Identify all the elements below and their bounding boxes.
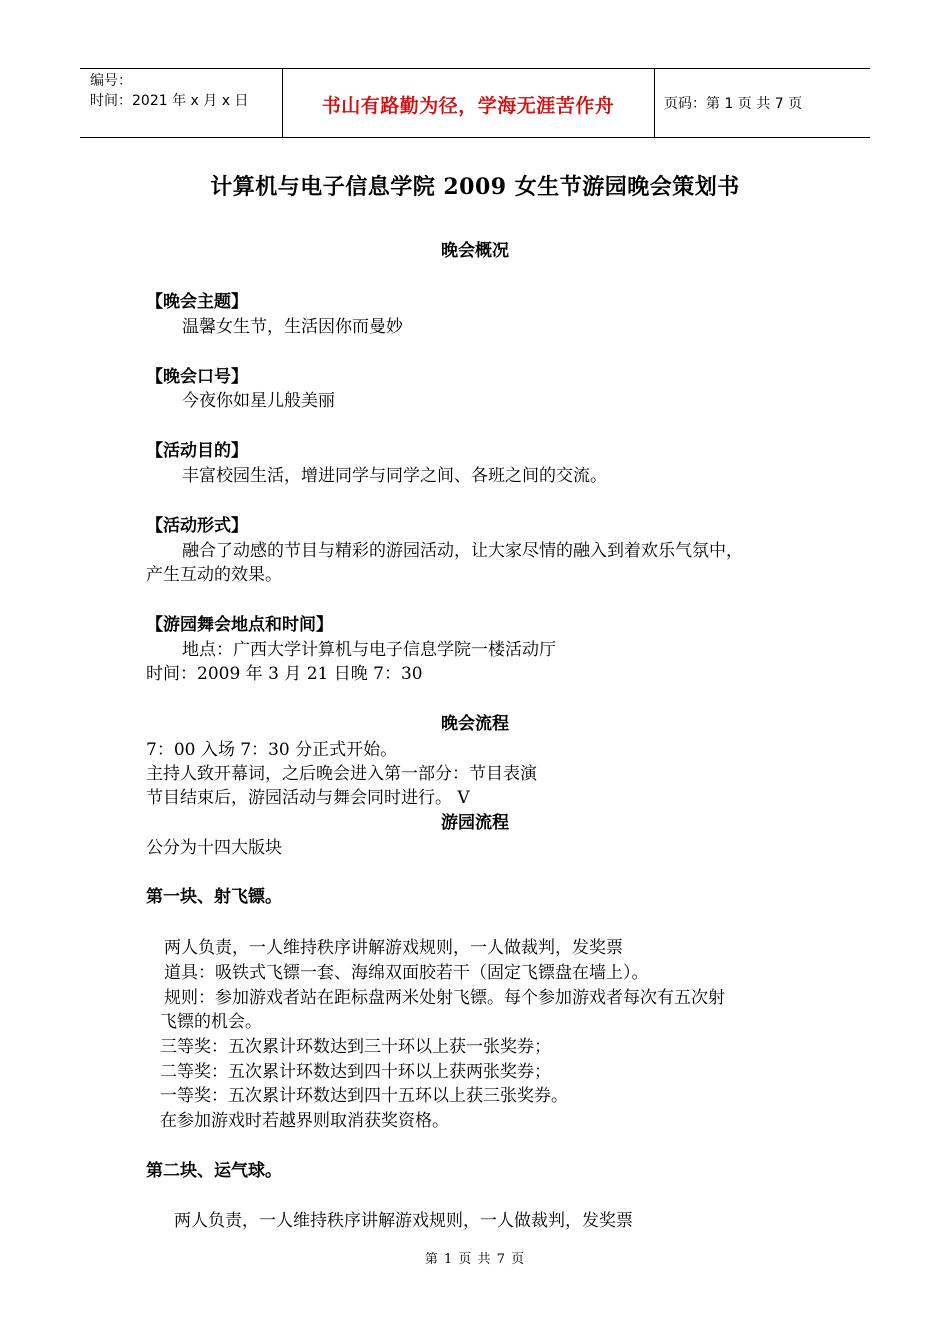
venue-label: 【游园舞会地点和时间】 [146, 615, 333, 635]
form-text: 融合了动感的节目与精彩的游园活动，让大家尽情的融入到着欢乐气氛中， [182, 541, 743, 561]
slogan-text: 今夜你如星儿般美丽 [182, 391, 335, 411]
block2-title: 第二块、运气球。 [146, 1161, 282, 1181]
purpose-text: 丰富校园生活，增进同学与同学之间、各班之间的交流。 [182, 466, 607, 486]
section-heading-flow: 晚会流程 [441, 714, 509, 734]
form-label: 【活动形式】 [146, 516, 248, 536]
block1-line: 规则：参加游戏者站在距标盘两米处射飞镖。每个参加游戏者每次有五次射 [164, 988, 725, 1008]
block1-line: 一等奖：五次累计环数达到四十五环以上获三张奖券。 [160, 1086, 568, 1106]
block1-line: 三等奖：五次累计环数达到三十环以上获一张奖券； [160, 1037, 551, 1057]
theme-text: 温馨女生节，生活因你而曼妙 [182, 317, 403, 337]
header-meta [90, 71, 248, 111]
header-divider [654, 69, 655, 137]
theme-label: 【晚会主题】 [146, 292, 248, 312]
block1-line: 道具：吸铁式飞镖一套、海绵双面胶若干（固定飞镖盘在墙上）。 [164, 963, 649, 983]
flow-line: 主持人致开幕词，之后晚会进入第一部分：节目表演 [146, 764, 537, 784]
section-heading-overview: 晚会概况 [441, 241, 509, 261]
block1-line: 两人负责，一人维持秩序讲解游戏规则，一人做裁判，发奖票 [164, 938, 623, 958]
section-heading-garden: 游园流程 [441, 813, 509, 833]
serial-label: 编号： [90, 73, 132, 89]
venue-place: 地点：广西大学计算机与电子信息学院一楼活动厅 [182, 640, 556, 660]
page-footer: 第 1 页 共 7 页 [424, 1252, 526, 1267]
garden-intro: 公分为十四大版块 [146, 838, 282, 858]
block1-line: 二等奖：五次累计环数达到四十环以上获两张奖券； [160, 1062, 551, 1082]
header-motto: 书山有路勤为径，学海无涯苦作舟 [321, 95, 615, 117]
block1-title: 第一块、射飞镖。 [146, 887, 282, 907]
header-page-info: 页码：第 1 页 共 7 页 [664, 96, 803, 112]
date-label: 时间：2021 年 x 月 x 日 [90, 93, 249, 109]
flow-line: 7：00 入场 7：30 分正式开始。 [146, 740, 398, 760]
document-header [80, 68, 870, 138]
slogan-label: 【晚会口号】 [146, 367, 248, 387]
document-title: 计算机与电子信息学院 2009 女生节游园晚会策划书 [210, 174, 740, 200]
block1-line: 飞镖的机会。 [160, 1012, 262, 1032]
flow-line: 节目结束后，游园活动与舞会同时进行。 V [146, 788, 470, 808]
purpose-label: 【活动目的】 [146, 441, 248, 461]
block2-line: 两人负责，一人维持秩序讲解游戏规则，一人做裁判，发奖票 [174, 1211, 633, 1231]
form-text: 产生互动的效果。 [146, 565, 282, 585]
block1-line: 在参加游戏时若越界则取消获奖资格。 [160, 1111, 449, 1131]
venue-time: 时间：2009 年 3 月 21 日晚 7：30 [146, 664, 423, 684]
